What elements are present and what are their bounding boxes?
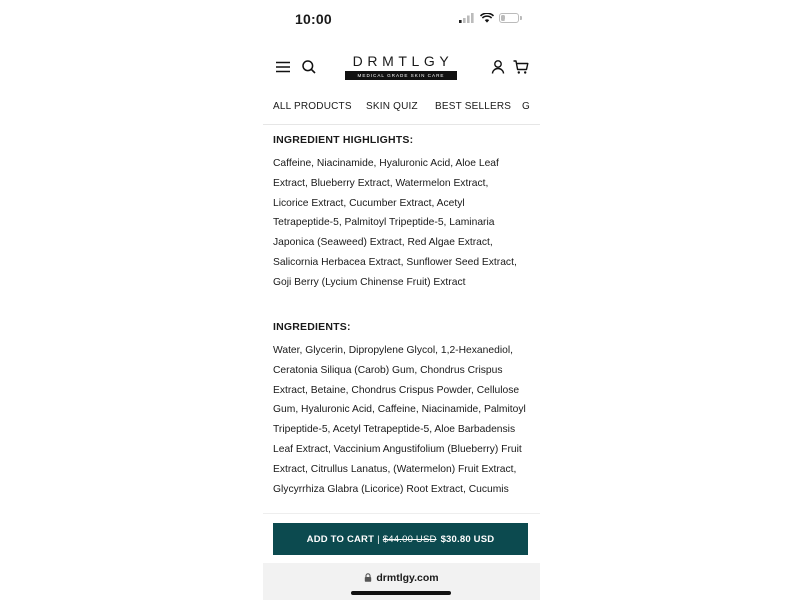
- ingredient-highlights-heading: INGREDIENT HIGHLIGHTS:: [273, 134, 414, 146]
- account-icon[interactable]: [489, 58, 507, 76]
- url-display[interactable]: [263, 572, 540, 584]
- nav-item-skin-quiz[interactable]: SKIN QUIZ: [366, 101, 418, 112]
- battery-icon: [499, 13, 519, 23]
- status-icons: [459, 13, 522, 23]
- price-separator: |: [377, 533, 380, 545]
- cart-icon[interactable]: [512, 58, 530, 76]
- logo-tagline: MEDICAL GRADE SKIN CARE: [345, 71, 457, 80]
- wifi-icon: [480, 13, 494, 23]
- browser-url-bar[interactable]: [263, 563, 540, 600]
- phone-screen: [263, 0, 540, 600]
- ingredients-text: Water, Glycerin, Dipropylene Glycol, 1,2-Hexanediol, Ceratonia Siliqua (Carob) Gum, Chondrus Crispus Extract, Betaine, Chondrus Crispus Powder, Cellulose Gum, Hyaluronic Acid, Caffeine, Niacinamide, Palmitoyl Tripeptide-5, Acetyl Tetrapeptide-5, Aloe Barbadensis Leaf Extract, Vaccinium Angustifolium (Blueberry) Fruit Extract, Citrullus Lanatus, (Watermelon) Fruit Extract, Glycyrrhiza Glabra (Licorice) Root Extract, Cucumis: [273, 345, 526, 495]
- battery-tip: [520, 16, 522, 20]
- nav-item-truncated[interactable]: G: [522, 101, 530, 112]
- lock-icon: [364, 573, 372, 582]
- battery-percentage: 25: [504, 13, 514, 22]
- sticky-cart-bar: [263, 513, 540, 564]
- category-nav: [263, 94, 540, 125]
- product-details: [273, 125, 533, 513]
- status-time: 10:00: [295, 11, 332, 27]
- search-icon[interactable]: [300, 58, 318, 76]
- url-text: drmtlgy.com: [376, 572, 439, 584]
- original-price: $44.00 USD: [382, 533, 437, 545]
- sale-price: $30.80 USD: [440, 533, 495, 545]
- brand-logo[interactable]: [345, 54, 457, 80]
- ingredients-heading: INGREDIENTS:: [273, 321, 351, 333]
- ingredient-highlights-text: Caffeine, Niacinamide, Hyaluronic Acid, Aloe Leaf Extract, Blueberry Extract, Watermelon Extract, Licorice Extract, Cucumber Extract, Acetyl Tetrapeptide-5, Palmitoyl Tripeptide-5, Laminaria Japonica (Seaweed) Extract, Red Algae Extract, Salicornia Herbacea Extract, Sunflower Seed Extract, Goji Berry (Lycium Chinense Fruit) Extract: [273, 158, 517, 288]
- menu-icon[interactable]: [274, 58, 292, 76]
- home-indicator: [351, 591, 451, 595]
- nav-item-all-products[interactable]: ALL PRODUCTS: [273, 101, 352, 112]
- logo-wordmark: DRMTLGY: [352, 53, 454, 69]
- add-to-cart-label: ADD TO CART: [306, 533, 375, 545]
- add-to-cart-button[interactable]: [273, 523, 528, 555]
- nav-item-best-sellers[interactable]: BEST SELLERS: [435, 101, 512, 112]
- cellular-signal-icon: [459, 13, 475, 23]
